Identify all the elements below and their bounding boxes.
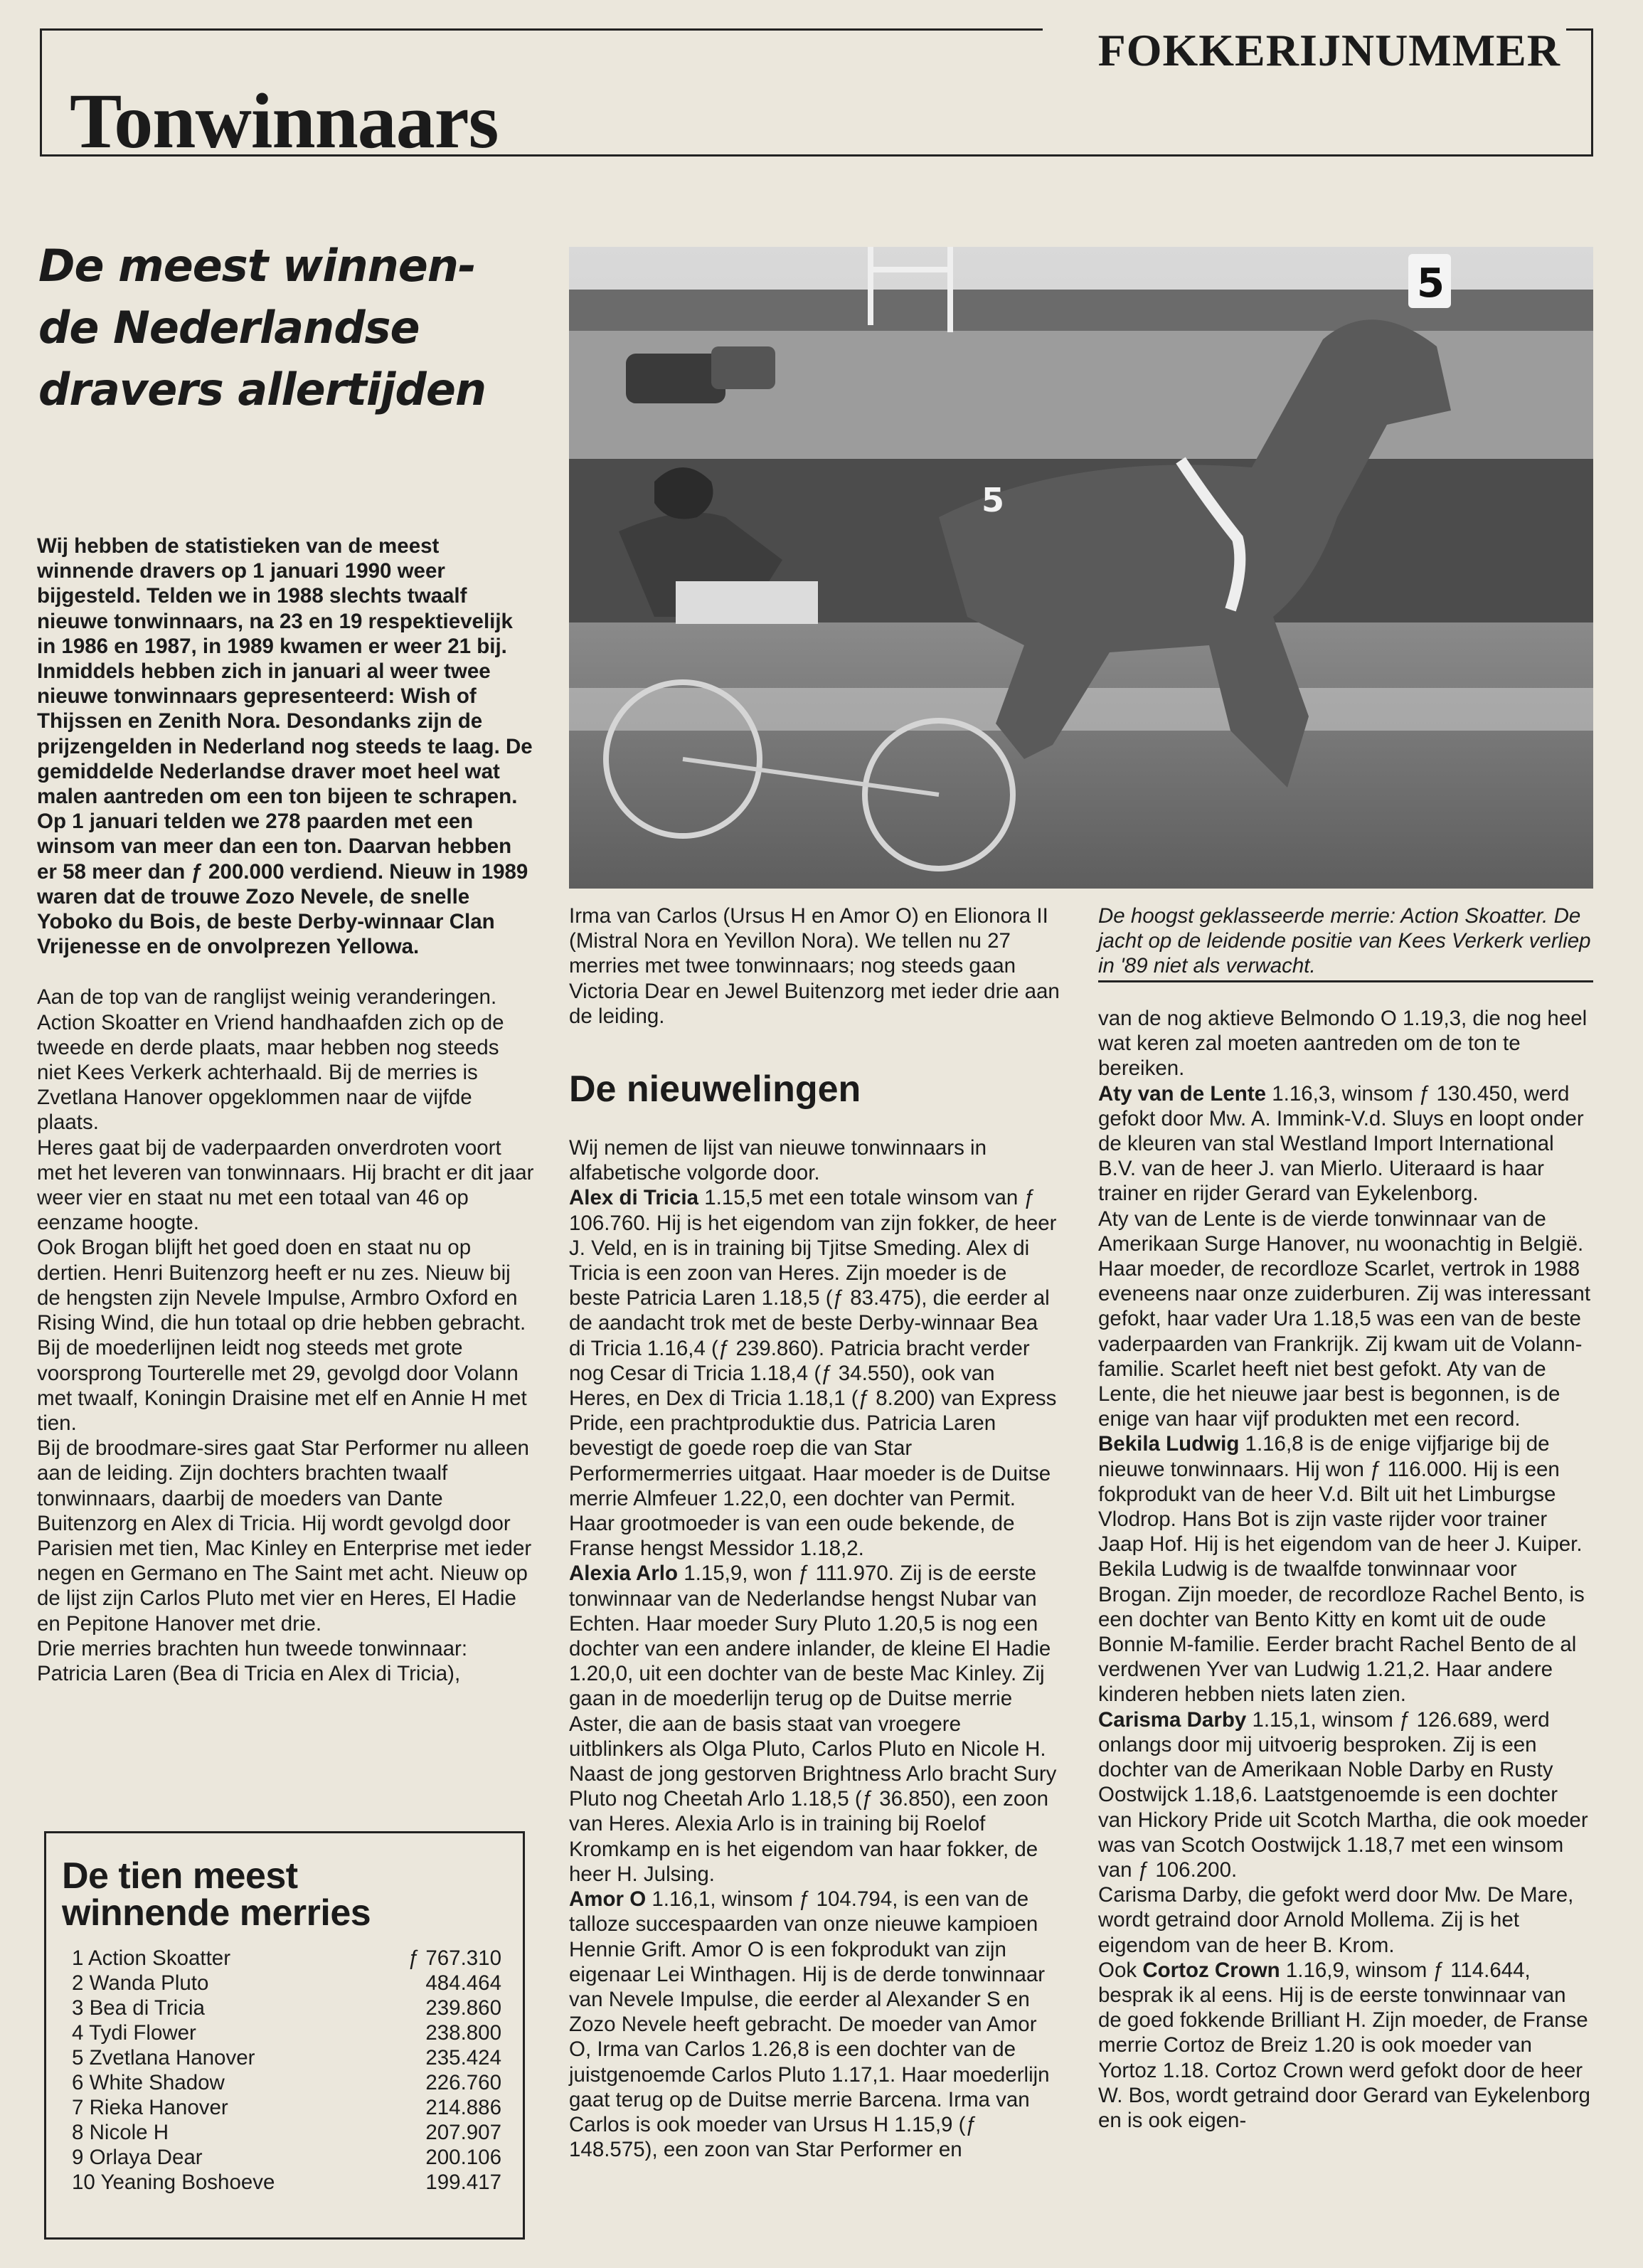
photo-caption-left: Irma van Carlos (Ursus H en Amor O) en Elionora II (Mistral Nora en Yevillon Nora). We tellen nu 27 merries met twee tonwinnaars; nog steeds gaan Victoria Dear en Jewel Buitenzorg met ieder drie aan de leiding. [569,904,1060,1028]
entry-text: 1.16,3, winsom ƒ 130.450, werd gefokt door Mw. A. Immink-V.d. Sluys en loopt onder de kleuren van stal Westland Import International B.V. van de heer J. van Mierlo. Uiteraard is haar trainer en rijder Gerard van Eykelenborg. [1098,1081,1584,1206]
photo-number-label: 5 [1417,260,1445,307]
table-title: De tien meest winnende merries [62,1855,371,1934]
entry-extra: Aty van de Lente is de vierde tonwinnaar van de Amerikaan Surge Hanover, nu woonachtig in België. Haar moeder, de recordloze Scarlet, vertrok in 1988 eveneens naar onze zuiderburen. Zij was interessant gefokt, haar vader Ura 1.18,5 was een van de beste vaderpaarden van Frankrijk. Zij kwam uit de Volann-familie. Scarlet heeft niet best gefokt. Aty van de Lente, die het nieuwe jaar best is begonnen, is de enige van haar vijf produkten met een record. [1098,1207,1591,1431]
table-cell-amount: 214.886 [425,2096,501,2119]
page-title: Tonwinnaars [70,78,499,164]
photo-saddle-number: 5 [982,481,1005,519]
table-cell-name: 4 Tydi Flower [72,2021,196,2045]
body-paragraph: Drie merries brachten hun tweede tonwinnaar: Patricia Laren (Bea di Tricia en Alex di Tricia), [37,1636,468,1685]
table-row [59,2120,509,2145]
middle-intro: Wij nemen de lijst van nieuwe tonwinnaars in alfabetische volgorde door. [569,1136,987,1185]
body-paragraph: Bij de moederlijnen leidt nog steeds met grote voorsprong Tourterelle met 29, gevolgd door Volann met twaalf, Koningin Draisine met elf en Annie H met tien. [37,1336,527,1435]
entry-paragraph [1098,1081,1593,1207]
entry-extra: Carisma Darby, die gefokt werd door Mw. De Mare, wordt getraind door Arnold Mollema. Zij is het eigendom van de heer B. Krom. [1098,1883,1574,1957]
table-cell-amount: 484.464 [425,1971,501,1995]
table-cell-amount: 239.860 [425,1996,501,2020]
horse-name: Alex di Tricia [569,1186,698,1210]
table-row [59,1996,509,2020]
section-heading: De nieuwelingen [569,1069,861,1110]
entry-paragraph [1098,1958,1593,2133]
section-label: FOKKERIJNUMMER [1043,21,1566,80]
table-cell-amount: 238.800 [425,2021,501,2045]
entry-prefix: Ook [1098,1958,1143,1982]
intro-paragraph: Wij hebben de statistieken van de meest winnende dravers op 1 januari 1990 weer bijgesteld. Telden we in 1988 slechts twaalf nieuwe tonwinnaars, na 23 en 19 respektievelijk in 1986 en 1987, in 1989 kwamen er weer 21 bij. Inmiddels hebben zich in januari al weer twee nieuwe tonwinnaars gepresenteerd: Wish of Thijssen en Zenith Nora. Desondanks zijn de prijzengelden in Nederland nog steeds te laag. De gemiddelde Nederlandse draver moet heel wat malen aantreden om een ton bijeen te schrapen. Op 1 januari telden we 278 paarden met een winsom van meer dan een ton. Daarvan hebben er 58 meer dan ƒ 200.000 verdiend. Nieuw in 1989 waren dat de trouwe Zozo Nevele, de snelle Yoboko du Bois, de beste Derby-winnaar Clan Vrijenesse en de onvolprezen Yellowa. [37,534,533,959]
table-row [59,2070,509,2095]
table-row [59,1946,509,1971]
harness-racing-photo [569,247,1593,889]
table-row [59,2145,509,2170]
top-mares-table [44,1831,525,2240]
horse-name: Carisma Darby [1098,1707,1247,1732]
table-cell-amount: 200.106 [425,2146,501,2169]
table-row [59,2095,509,2120]
table-cell-name: 1 Action Skoatter [72,1946,231,1970]
middle-column [569,1135,1060,2162]
table-cell-amount: 199.417 [425,2171,501,2194]
entry-text: 1.15,1, winsom ƒ 126.689, werd onlangs door mij uitvoerig besproken. Zij is een dochter van de Amerikaan Noble Darby en Rusty Oostwijck 1.18,6. Laatstgenoemde is een dochter van Hickory Pride uit Scotch Martha, die ook moeder was van Scotch Oostwijck 1.18,7 met een winsom van ƒ 106.200. [1098,1707,1588,1882]
table-row [59,1971,509,1996]
entry-paragraph [569,1887,1060,2162]
table-row [59,2020,509,2045]
entry-paragraph [1098,1707,1593,1882]
entry-text: 1.16,9, winsom ƒ 114.644, besprak ik al eens. Hij is de eerste tonwinnaar van de goed fokkende Brilliant H. Zijn moeder, de Franse merrie Cortoz de Breiz 1.20 is ook moeder van Yortoz 1.18. Cortoz Crown werd gefokt door de heer W. Bos, wordt getraind door Gerard van Eykelenborg en is ook eigen- [1098,1958,1590,2132]
table-cell-name: 3 Bea di Tricia [72,1996,205,2020]
photo-caption-right: De hoogst geklasseerde merrie: Action Skoatter. De jacht op de leidende positie van Kees Verkerk verliep in '89 niet als verwacht. [1098,904,1591,978]
entry-extra: Bekila Ludwig is de twaalfde tonwinnaar voor Brogan. Zijn moeder, de recordloze Rachel Bento, is een dochter van Bento Kitty en komt uit de oude Bonnie M-familie. Eerder bracht Rachel Bento de al verdwenen Yver van Ludwig 1.21,2. Haar andere kinderen hebben niets laten zien. [1098,1557,1585,1707]
table-row [59,2045,509,2070]
entry-paragraph [1098,1431,1593,1557]
entry-paragraph [569,1561,1060,1887]
table-rows [59,1946,509,2195]
table-cell-name: 10 Yeaning Boshoeve [72,2171,275,2194]
entry-text: 1.15,9, won ƒ 111.970. Zij is de eerste tonwinnaar van de Nederlandse hengst Nubar van Echten. Haar moeder Sury Pluto 1.20,5 is nog een dochter van een andere inlander, de kleine El Hadie 1.20,0, uit een dochter van de beste Mac Kinley. Zij gaan in de moederlijn terug op de Duitse merrie Aster, die aan de basis staat van vroegere uitblinkers als Olga Pluto, Carlos Pluto en Nicole H. Naast de jong gestorven Brightness Arlo bracht Sury Pluto nog Cheetah Arlo 1.18,5 (ƒ 36.850), een zoon van Heres. Alexia Arlo is in training bij Roelof Kromkamp en is het eigendom van haar fokker, de heer H. Julsing. [569,1562,1057,1886]
entry-text: 1.15,5 met een totale winsom van ƒ 106.760. Hij is het eigendom van zijn fokker, de heer J. Veld, en is in training bij Tjitse Smeding. Alex di Tricia is een zoon van Heres. Zijn moeder is de beste Patricia Laren 1.18,5 (ƒ 83.475), die eerder al de aandacht trok met de beste Derby-winnaar Bea di Tricia 1.16,4 (ƒ 239.860). Patricia bracht verder nog Cesar di Tricia 1.18,4 (ƒ 34.550), ook van Heres, en Dex di Tricia 1.18,1 (ƒ 8.200) van Express Pride, een prachtproduktie dus. Patricia Laren bevestigt de goede roep die van Star Performermerries uitgaat. Haar moeder is de Duitse merrie Almfeuer 1.22,0, een dochter van Permit. Haar grootmoeder is van een oude bekende, de Franse hengst Messidor 1.18,2. [569,1186,1057,1561]
entry-text: 1.16,8 is de enige vijfjarige bij de nieuwe tonwinnaars. Hij won ƒ 116.000. Hij is een fokprodukt van de heer V.d. Bilt uit het Limburgse Vlodrop. Hans Bot is zijn vaste rijder voor trainer Jaap Hof. Hij is het eigendom van de heer J. Kuiper. [1098,1432,1583,1557]
table-cell-name: 8 Nicole H [72,2121,169,2144]
horse-name: Amor O [569,1887,647,1912]
horse-name: Alexia Arlo [569,1562,679,1586]
table-cell-name: 7 Rieka Hanover [72,2096,228,2119]
continued-paragraph: van de nog aktieve Belmondo O 1.19,3, die nog heel wat keren zal moeten aantreden om de ton te bereiken. [1098,1007,1588,1081]
table-cell-name: 5 Zvetlana Hanover [72,2046,255,2070]
table-cell-name: 6 White Shadow [72,2071,225,2094]
table-cell-name: 9 Orlaya Dear [72,2146,203,2169]
body-paragraph: Aan de top van de ranglijst weinig veranderingen. Action Skoatter en Vriend handhaafden zich op de tweede en derde plaats, maar hebben nog steeds niet Kees Verkerk achterhaald. Bij de merries is Zvetlana Hanover opgeklommen naar de vijfde plaats. [37,985,504,1135]
horse-name: Aty van de Lente [1098,1081,1267,1106]
caption-divider [1098,980,1593,982]
right-column [1098,1006,1593,2133]
entry-paragraph [569,1185,1060,1561]
body-paragraph: Bij de broodmare-sires gaat Star Performer nu alleen aan de leiding. Zijn dochters brachten twaalf tonwinnaars, daarbij de moeders van Dante Buitenzorg en Alex di Tricia. Hij wordt gevolgd door Parisien met tien, Mac Kinley en Enterprise met ieder negen en Germano en The Saint met acht. Nieuw op de lijst zijn Carlos Pluto met vier en Heres, El Hadie en Pepitone Hanover met drie. [37,1436,532,1636]
horse-name: Bekila Ludwig [1098,1432,1240,1456]
entry-text: 1.16,1, winsom ƒ 104.794, is een van de talloze succespaarden van onze nieuwe kampioen Hennie Grift. Amor O is een fokprodukt van zijn eigenaar Lei Winthagen. Hij is de derde tonwinnaar van Nevele Impulse, die eerder al Alexander S en Zozo Nevele heeft gebracht. De moeder van Amor O, Irma van Carlos 1.26,8 is een dochter van de juistgenoemde Carlos Pluto 1.17,1. Haar moederlijn gaat terug op de Duitse merrie Barcena. Irma van Carlos is ook moeder van Ursus H 1.15,9 (ƒ 148.575), een zoon van Star Performer en [569,1887,1050,2162]
table-cell-amount: ƒ 767.310 [408,1946,501,1970]
body-paragraph: Heres gaat bij de vaderpaarden onverdroten voort met het leveren van tonwinnaars. Hij bracht er dit jaar weer vier en staat nu met een totaal van 46 op eenzame hoogte. [37,1135,534,1235]
table-cell-amount: 226.760 [425,2071,501,2094]
left-column [37,534,535,1686]
horse-name: Cortoz Crown [1142,1958,1280,1982]
table-row [59,2170,509,2195]
table-cell-amount: 207.907 [425,2121,501,2144]
table-cell-amount: 235.424 [425,2046,501,2070]
table-cell-name: 2 Wanda Pluto [72,1971,209,1995]
body-paragraph: Ook Brogan blijft het goed doen en staat nu op dertien. Henri Buitenzorg heeft er nu zes. Nieuw bij de hengsten zijn Nevele Impulse, Armbro Oxford en Rising Wind, die hun totaal op drie hebben gebracht. [37,1236,526,1335]
article-subtitle: De meest winnen- de Nederlandse dravers allertijden [38,240,486,415]
